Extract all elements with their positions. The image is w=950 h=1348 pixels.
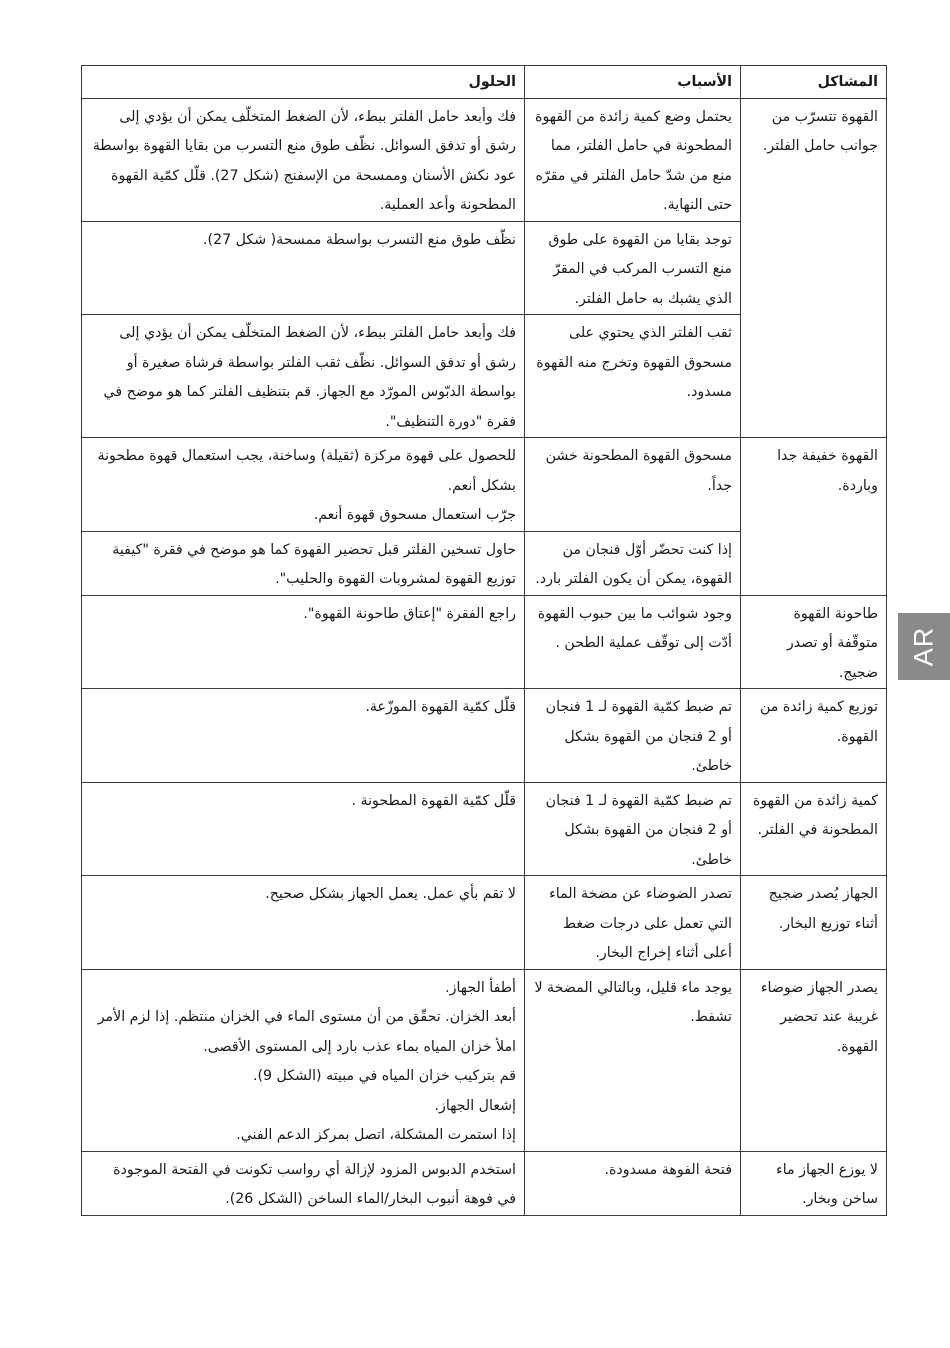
cause-cell: إذا كنت تحضّر أوّل فنجان من القهوة، يمكن أن يكون الفلتر بارد. xyxy=(525,531,741,595)
cause-cell: يحتمل وضع كمية زائدة من القهوة المطحونة في حامل الفلتر، مما منع من شدّ حامل الفلتر في مقرّه حتى النهاية. xyxy=(525,98,741,221)
solution-line: للحصول على قهوة مركزة (ثقيلة) وساخنة، يجب استعمال قهوة مطحونة بشكل أنعم. xyxy=(97,448,516,494)
solution-cell xyxy=(82,438,525,532)
solution-line: فك وأبعد حامل الفلتر ببطء، لأن الضغط المتخلّف يمكن أن يؤدي إلى رشق أو تدفق السوائل. نظّف طوق منع التسرب من بقايا القهوة بواسطة عود نكش الأسنان وممسحة من الإسفنج (شكل 27). قلّل كمّية القهوة المطحونة وأعد العملية. xyxy=(92,108,516,213)
table-row xyxy=(82,876,887,970)
table-row xyxy=(82,595,887,689)
solution-cell xyxy=(82,689,525,783)
solution-line: أطفأ الجهاز. xyxy=(445,979,516,996)
solution-line: قلّل كمّية القهوة المطحونة . xyxy=(351,792,516,809)
header-solutions: الحلول xyxy=(82,66,525,99)
solution-line: إشعال الجهاز. xyxy=(434,1097,516,1114)
problem-cell: القهوة تتسرّب من جوانب حامل الفلتر. xyxy=(741,98,887,438)
header-causes: الأسباب xyxy=(525,66,741,99)
cause-cell: توجد بقايا من القهوة على طوق منع التسرب المركب في المقرّ الذي يشبك به حامل الفلتر. xyxy=(525,221,741,315)
solution-cell xyxy=(82,1151,525,1215)
solution-line: جرّب استعمال مسحوق قهوة أنعم. xyxy=(313,507,516,523)
problem-cell: كمية زائدة من القهوة المطحونة في الفلتر. xyxy=(741,782,887,876)
cause-cell: يوجد ماء قليل، وبالتالي المضخة لا تشفط. xyxy=(525,969,741,1151)
table-row xyxy=(82,969,887,1151)
solution-cell xyxy=(82,595,525,689)
problem-cell: الجهاز يُصدر ضجيج أثناء توزيع البخار. xyxy=(741,876,887,970)
solution-cell xyxy=(82,98,525,221)
language-tab xyxy=(898,613,950,680)
table-header-row xyxy=(82,66,887,99)
solution-line: قلّل كمّية القهوة الموزّعة. xyxy=(365,699,516,715)
language-tab-label: AR xyxy=(908,626,939,667)
problem-cell: توزيع كمية زائدة من القهوة. xyxy=(741,689,887,783)
solution-line: نظّف طوق منع التسرب بواسطة ممسحة( شكل 27). xyxy=(203,231,516,248)
solution-cell xyxy=(82,969,525,1151)
table-body xyxy=(82,98,887,1215)
cause-cell: ثقب الفلتر الذي يحتوي على مسحوق القهوة وتخرج منه القهوة مسدود. xyxy=(525,315,741,438)
solution-cell xyxy=(82,876,525,970)
troubleshooting-table xyxy=(81,65,887,1216)
cause-cell: مسحوق القهوة المطحونة خشن جداً. xyxy=(525,438,741,532)
solution-line: استخدم الدبوس المزود لإزالة أي رواسب تكونت في الفتحة الموجودة في فوهة أنبوب البخار/الماء الساخن (الشكل 26). xyxy=(113,1161,516,1207)
solution-line: لا تقم بأي عمل. يعمل الجهاز بشكل صحيح. xyxy=(265,886,516,902)
table-row xyxy=(82,438,887,532)
problem-cell: القهوة خفيفة جدا وباردة. xyxy=(741,438,887,596)
solution-line: قم بتركيب خزان المياه في مبيته (الشكل 9). xyxy=(252,1068,516,1084)
solution-line: إذا استمرت المشكلة، اتصل بمركز الدعم الفني. xyxy=(236,1127,516,1143)
problem-cell: لا يوزع الجهاز ماء ساخن وبخار. xyxy=(741,1151,887,1215)
cause-cell: تم ضبط كمّية القهوة لـ 1 فنجان أو 2 فنجان من القهوة بشكل خاطئ. xyxy=(525,689,741,783)
problem-cell: يصدر الجهاز ضوضاء غريبة عند تحضير القهوة. xyxy=(741,969,887,1151)
problem-cell: طاحونة القهوة متوقّفة أو تصدر ضجيج. xyxy=(741,595,887,689)
solution-cell xyxy=(82,315,525,438)
cause-cell: فتحة الفوهة مسدودة. xyxy=(525,1151,741,1215)
cause-cell: تصدر الضوضاء عن مضخة الماء التي تعمل على درجات ضغط أعلى أثناء إخراج البخار. xyxy=(525,876,741,970)
table-row xyxy=(82,98,887,221)
solution-line: راجع الفقرة "إعتاق طاحونة القهوة". xyxy=(303,605,516,622)
table-row xyxy=(82,782,887,876)
table-row xyxy=(82,1151,887,1215)
solution-line: حاول تسخين الفلتر قبل تحضير القهوة كما هو موضح في فقرة "كيفية توزيع القهوة لمشروبات القهوة والحليب". xyxy=(112,541,516,587)
solution-cell xyxy=(82,782,525,876)
cause-cell: تم ضبط كمّية القهوة لـ 1 فنجان أو 2 فنجان من القهوة بشكل خاطئ. xyxy=(525,782,741,876)
cause-cell: وجود شوائب ما بين حبوب القهوة أدّت إلى توقّف عملية الطحن . xyxy=(525,595,741,689)
solution-line: أبعد الخزان. تحقّق من أن مستوى الماء في الخزان منتظم. إذا لزم الأمر املأ خزان المياه بماء عذب بارد إلى المستوى الأقصى. xyxy=(97,1009,516,1055)
table-row xyxy=(82,689,887,783)
solution-line: فك وأبعد حامل الفلتر ببطء، لأن الضغط المتخلّف يمكن أن يؤدي إلى رشق أو تدفق السوائل. نظّف ثقب الفلتر بواسطة فرشاة صغيرة أو بواسطة الدبّوس المورّد مع الجهاز. قم بتنظيف الفلتر كما هو موضح في فقرة "دورة التنظيف". xyxy=(103,325,516,430)
solution-cell xyxy=(82,221,525,315)
header-problems: المشاكل xyxy=(741,66,887,99)
solution-cell xyxy=(82,531,525,595)
